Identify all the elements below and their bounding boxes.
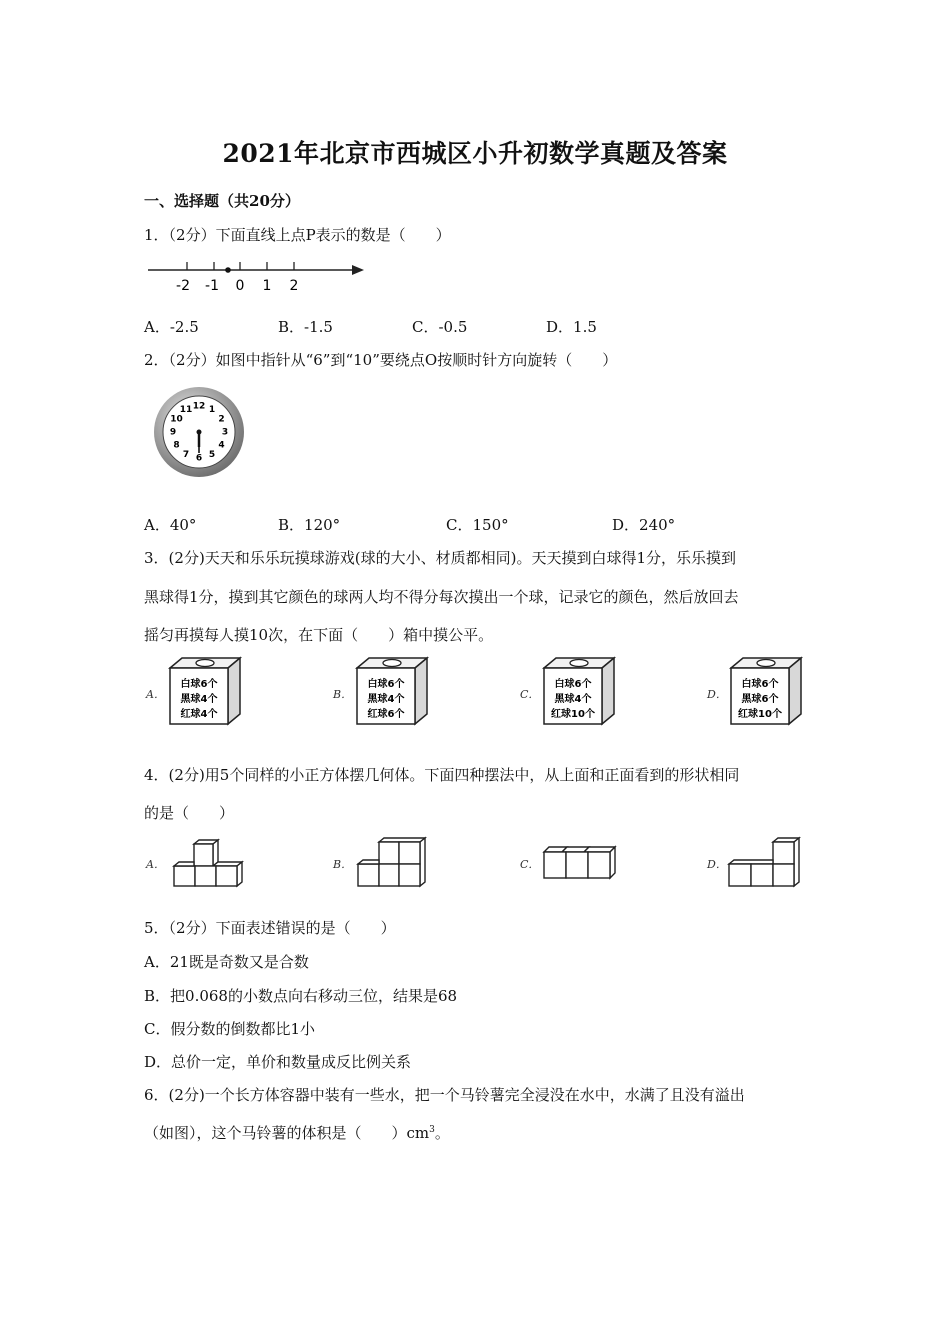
q1-option-d: D．1.5 [546, 318, 597, 336]
tick-label: 1 [262, 278, 272, 294]
q3-label-d: D． [707, 688, 727, 701]
q2-option-d: D．240° [612, 516, 676, 534]
box-line: 红球10个 [551, 709, 595, 720]
tick-label: 0 [235, 278, 245, 294]
clock-number: 8 [173, 440, 180, 451]
q5-option-d: D．总价一定，单价和数量成反比例关系 [144, 1053, 412, 1071]
question-6-line-1: 6．(2分)一个长方体容器中装有一些水，把一个马铃薯完全浸没在水中，水满了且没有溢出 [144, 1086, 745, 1104]
question-5-stem: 5．（2分）下面表述错误的是（ ） [144, 919, 396, 937]
question-4-line-1: 4．(2分)用5个同样的小正方体摆几何体。下面四种摆法中，从上面和正面看到的形状相同 [144, 766, 740, 784]
box-line: 黑球4个 [554, 694, 592, 705]
clock-number: 10 [170, 414, 183, 425]
box-line: 白球6个 [367, 679, 405, 690]
clock-number: 11 [179, 405, 193, 415]
clock-number: 4 [218, 440, 225, 451]
box-line: 红球4个 [180, 709, 218, 720]
q4-label-a: A． [146, 858, 165, 871]
q2-option-c: C．150° [446, 516, 509, 534]
cube-stack-d [727, 836, 807, 888]
q4-label-c: C． [520, 858, 540, 871]
clock-number: 6 [195, 453, 203, 464]
box-line: 红球10个 [738, 709, 782, 720]
question-3-line-1: 3．(2分)天天和乐乐玩摸球游戏(球的大小、材质都相同)。天天摸到白球得1分，乐乐摸到 [144, 549, 737, 567]
cube-stack-a [170, 838, 248, 888]
q6-line-2-end: 。 [434, 1124, 450, 1142]
point-p [225, 267, 231, 273]
q5-option-b: B．把0.068的小数点向右移动三位，结果是68 [144, 987, 458, 1005]
q2-option-b: B．120° [278, 516, 341, 534]
question-4-line-2: 的是（ ） [144, 804, 235, 822]
clock-number: 5 [208, 450, 216, 460]
box-line: 白球6个 [741, 679, 779, 690]
box-line: 黑球4个 [367, 694, 405, 705]
box-line: 白球6个 [180, 679, 218, 690]
ball-box-a [168, 656, 246, 728]
ball-box-c [542, 656, 620, 728]
box-line: 红球6个 [367, 709, 405, 720]
q6-unit-superscript: 3 [429, 1125, 435, 1135]
ball-box-b [355, 656, 433, 728]
q1-option-c: C．-0.5 [412, 318, 468, 336]
question-1-stem: 1．（2分）下面直线上点P表示的数是（ ） [144, 226, 451, 244]
box-line: 黑球4个 [180, 694, 218, 705]
tick-label: 2 [289, 278, 299, 294]
q1-option-a: A．-2.5 [144, 318, 199, 336]
q3-label-c: C． [520, 688, 540, 701]
question-2-stem: 2．（2分）如图中指针从“6”到“10”要绕点O按顺时针方向旋转（ ） [144, 351, 618, 369]
clock-center-point [197, 430, 202, 435]
clock-figure [152, 385, 246, 479]
clock-number: 9 [169, 427, 177, 438]
question-3-line-3: 摇匀再摸每人摸10次，在下面（ ）箱中摸公平。 [144, 626, 494, 644]
tick-label: -2 [176, 278, 190, 294]
question-6-line-2 [144, 1122, 450, 1143]
clock-number: 3 [221, 427, 229, 438]
section-heading: 一、选择题（共20分） [144, 192, 300, 210]
tick-label: -1 [205, 278, 219, 294]
cube-stack-b [355, 836, 433, 888]
ball-box-d [729, 656, 807, 728]
clock-number: 1 [208, 405, 216, 415]
cube-stack-c [541, 842, 621, 882]
q6-line-2-text: （如图），这个马铃薯的体积是（ ）cm [144, 1124, 430, 1142]
q3-label-a: A． [146, 688, 165, 701]
arrow-head-icon [352, 265, 364, 275]
number-line-figure [144, 256, 374, 296]
q4-label-d: D． [707, 858, 727, 871]
clock-number: 2 [218, 414, 225, 425]
q4-label-b: B． [333, 858, 353, 871]
page-title: 2021年北京市西城区小升初数学真题及答案 [222, 139, 728, 168]
box-line: 黑球6个 [741, 694, 779, 705]
box-line: 白球6个 [554, 679, 592, 690]
clock-number: 12 [192, 401, 206, 412]
q1-option-b: B．-1.5 [278, 318, 333, 336]
q2-option-a: A．40° [144, 516, 197, 534]
q5-option-a: A．21既是奇数又是合数 [144, 953, 309, 971]
clock-number: 7 [182, 450, 190, 460]
q3-label-b: B． [333, 688, 353, 701]
q5-option-c: C．假分数的倒数都比1小 [144, 1020, 316, 1038]
question-3-line-2: 黑球得1分，摸到其它颜色的球两人均不得分每次摸出一个球，记录它的颜色，然后放回去 [144, 588, 739, 606]
